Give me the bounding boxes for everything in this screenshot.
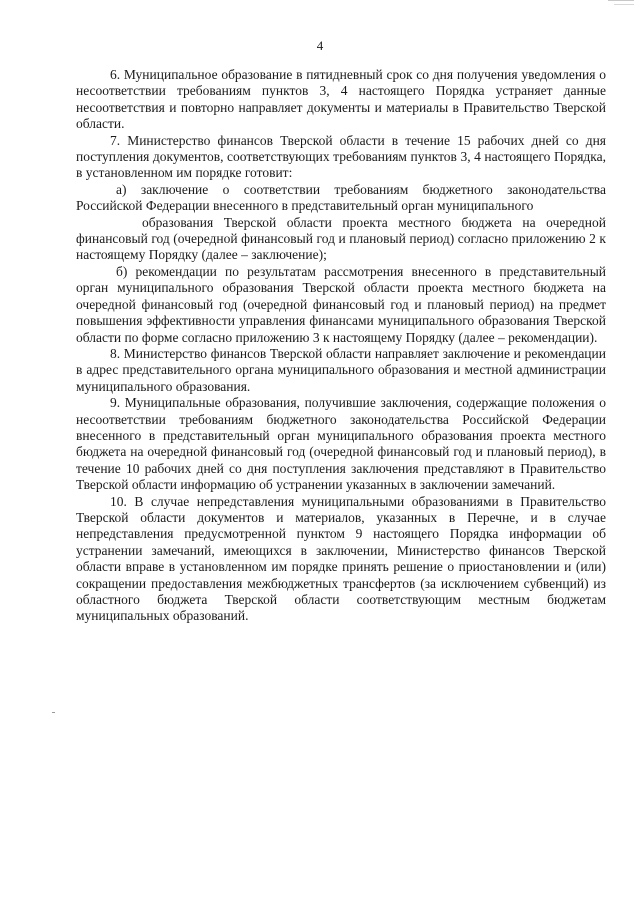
document-body (76, 67, 606, 625)
paragraph-7: 7. Министерство финансов Тверской области в течение 15 рабочих дней со дня поступления документов, соответствующих требованиям пунктов 3, 4 настоящего Порядка, в установленном им порядке готовит: (76, 132, 606, 181)
scan-artifact (52, 712, 55, 713)
scan-artifact (614, 4, 634, 6)
page-number: 4 (316, 38, 324, 53)
paragraph-7a: а) заключение о соответствии требованиям бюджетного законодательства Российской Федерации внесенного в представительный орган муниципального (76, 181, 606, 214)
scan-artifact (608, 0, 634, 3)
paragraph-7a-continued: образования Тверской области проекта местного бюджета на очередной финансовый год (очередной финансовый год и плановый период) согласно приложению 2 к настоящему Порядку (далее – заключение); (76, 214, 606, 263)
paragraph-9: 9. Муниципальные образования, получившие заключения, содержащие положения о несоответствии требованиям бюджетного законодательства Российской Федерации внесенного в представительный орган муниципального образования проекта местного бюджета на очередной финансовый год (очередной финансовый год и плановый период), в течение 10 рабочих дней со дня поступления заключения представляют в Правительство Тверской области информацию об устранении указанных в заключении замечаний. (76, 395, 606, 493)
paragraph-10: 10. В случае непредставления муниципальными образованиями в Правительство Тверской области документов и материалов, указанных в Перечне, и в случае непредставления предусмотренной пунктом 9 настоящего Порядка информации об устранении замечаний, имеющихся в заключении, Министерство финансов Тверской области вправе в установленном им порядке принять решение о приостановлении и (или) сокращении предоставления межбюджетных трансфертов (за исключением субвенций) из областного бюджета Тверской области соответствующим местным бюджетам муниципальных образований. (76, 493, 606, 624)
paragraph-6: 6. Муниципальное образование в пятидневный срок со дня получения уведомления о несоответствии требованиям пунктов 3, 4 настоящего Порядка устраняет данные несоответствия и повторно направляет документы и материалы в Правительство Тверской области. (76, 67, 606, 132)
paragraph-8: 8. Министерство финансов Тверской области направляет заключение и рекомендации в адрес представительного органа муниципального образования и местной администрации муниципального образования. (76, 345, 606, 394)
paragraph-7b: б) рекомендации по результатам рассмотрения внесенного в представительный орган муниципального образования Тверской области проекта местного бюджета на очередной финансовый год (очередной финансовый год и плановый период) на предмет повышения эффективности управления финансами муниципального образования Тверской области по форме согласно приложению 3 к настоящему Порядку (далее – рекомендации). (76, 263, 606, 345)
